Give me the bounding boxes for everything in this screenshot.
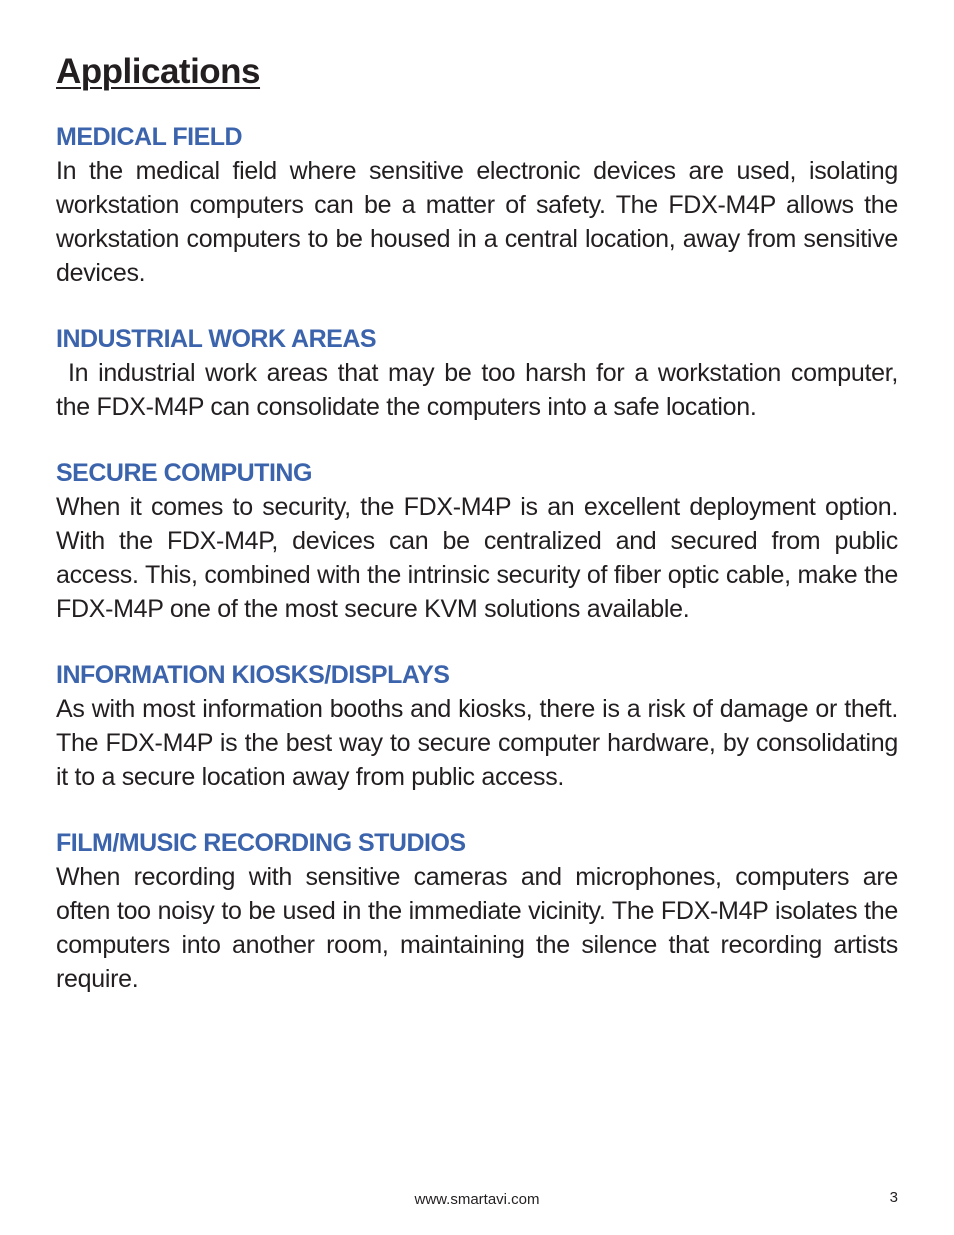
- section-body: In industrial work areas that may be too harsh for a workstation computer, the FDX-M4P can consolidate the computers into a safe location.: [56, 359, 898, 421]
- section-body: When it comes to security, the FDX-M4P is an excellent deployment option. With the FDX-M4P, devices can be centralized and secured from public access. This, combined with the intrinsic security of fiber optic cable, make the FDX-M4P one of the most secure KVM solutions available.: [56, 493, 898, 623]
- section-body: In the medical field where sensitive electronic devices are used, isolating workstation computers can be a matter of safety. The FDX-M4P allows the workstation computers to be housed in a central location, away from sensitive devices.: [56, 157, 898, 287]
- page-number: 3: [889, 1189, 898, 1206]
- section-body: As with most information booths and kiosks, there is a risk of damage or theft. The FDX-M4P is the best way to secure computer hardware, by consolidating it to a secure location away from public access.: [56, 695, 898, 791]
- section-information-kiosks: [56, 658, 898, 794]
- section-body: When recording with sensitive cameras and microphones, computers are often too noisy to be used in the immediate vicinity. The FDX-M4P isolates the computers into another room, maintaining the silence that recording artists require.: [56, 863, 898, 993]
- page-title: Applications: [56, 52, 261, 91]
- section-secure-computing: [56, 456, 898, 626]
- section-heading: INFORMATION KIOSKS/DISPLAYS: [56, 661, 450, 689]
- section-heading: MEDICAL FIELD: [56, 123, 243, 151]
- section-heading: INDUSTRIAL WORK AREAS: [56, 325, 377, 353]
- applications-content: [56, 120, 898, 1028]
- section-heading: SECURE COMPUTING: [56, 459, 312, 487]
- section-industrial-work-areas: [56, 322, 898, 424]
- footer-website-url: www.smartavi.com: [414, 1191, 540, 1208]
- section-recording-studios: [56, 826, 898, 996]
- section-heading: FILM/MUSIC RECORDING STUDIOS: [56, 829, 466, 857]
- section-medical-field: [56, 120, 898, 290]
